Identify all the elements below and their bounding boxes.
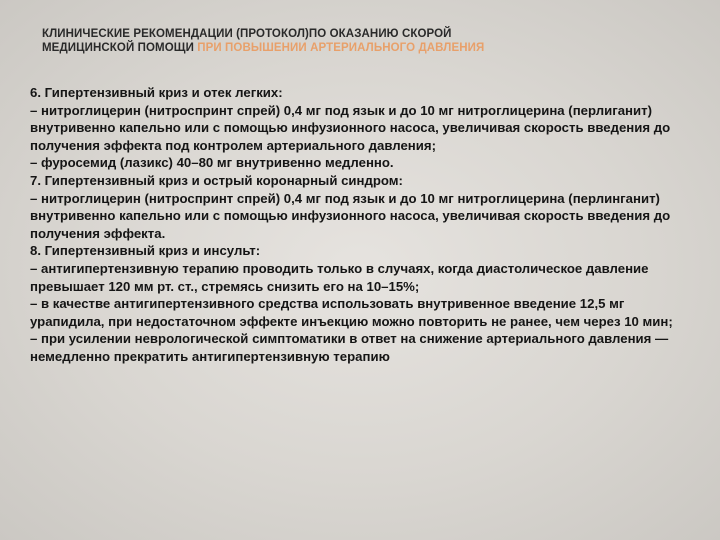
- title-text: КЛИНИЧЕСКИЕ РЕКОМЕНДАЦИИ (ПРОТОКОЛ)ПО ОКАЗАНИЮ СКОРОЙ МЕДИЦИНСКОЙ ПОМОЩИ: [42, 28, 452, 54]
- paragraph-nitroglycerin-6: – нитроглицерин (нитроспринт спрей) 0,4 мг под язык и до 10 мг нитроглицерина (перлиганит) внутривенно капельно или с помощью инфузионного насоса, увеличивая скорость введения до получения эффекта под контролем артериального давления;: [30, 102, 671, 153]
- slide-title: [42, 27, 542, 55]
- paragraph-section-8-heading: 8. Гипертензивный криз и инсульт:: [30, 243, 261, 259]
- paragraph-section-6-heading: 6. Гипертензивный криз и отек легких:: [30, 85, 283, 100]
- paragraph-antihypertensive-therapy: – антигипертензивную терапию проводить только в случаях, когда диастолическое давление превышает 120 мм рт. ст., стремясь снизить его на 10–15%;: [30, 260, 649, 294]
- paragraph-section-7-heading: 7. Гипертензивный криз и острый коронарный синдром:: [30, 172, 403, 188]
- paragraph-neurological-symptoms: – при усилении неврологической симптоматики в ответ на снижение артериального давления — немедленно прекратить антигипертензивную терапию: [30, 331, 669, 364]
- paragraph-urapidil: – в качестве антигипертензивного средства использовать внутривенное введение 12,5 мг урапидила, при недостаточном эффекте инъекцию можно повторить не ранее, чем через 10 мин;: [30, 296, 673, 329]
- paragraph-nitroglycerin-7: – нитроглицерин (нитроспринт спрей) 0,4 мг под язык и до 10 мг нитроглицерина (перлинганит) внутривенно капельно или с помощью инфузионного насоса, увеличивая скорость введения до получения эффекта.: [30, 190, 671, 241]
- title-accent-text: ПРИ ПОВЫШЕНИИ АРТЕРИАЛЬНОГО ДАВЛЕНИЯ: [197, 42, 485, 54]
- paragraph-furosemide: – фуросемид (лазикс) 40–80 мг внутривенно медленно.: [30, 155, 394, 171]
- slide-body: [30, 84, 690, 366]
